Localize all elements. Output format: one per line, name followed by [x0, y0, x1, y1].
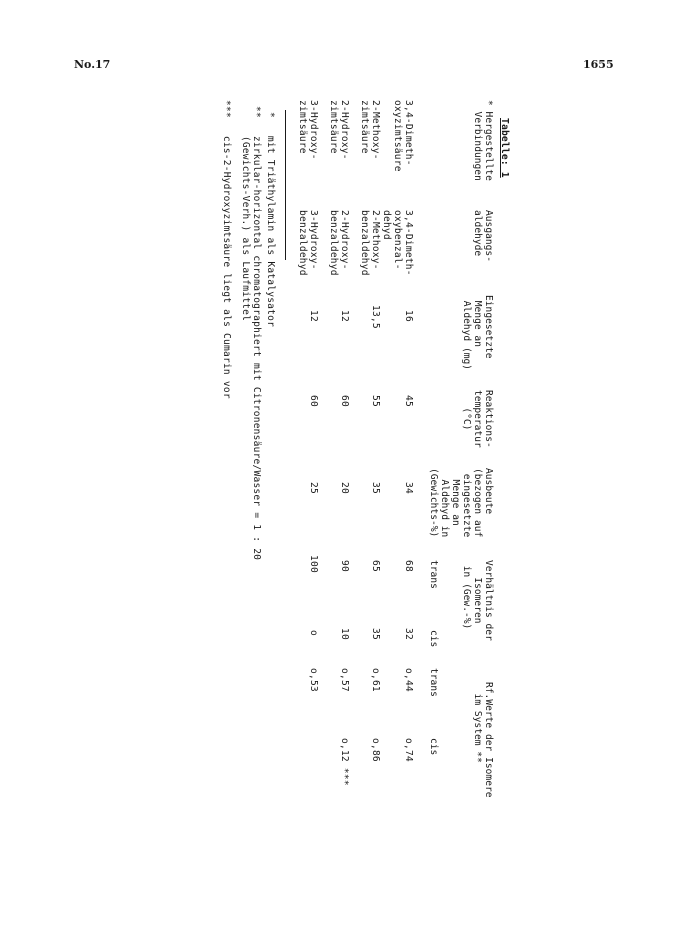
cell-compound: 3-Hydroxy- zimtsäure — [297, 100, 319, 160]
cell-trans: 100 — [308, 555, 319, 573]
cell-trans: 65 — [370, 560, 381, 572]
cell-compound: 2-Methoxy- zimtsäure — [359, 100, 381, 160]
cell-amount: 16 — [403, 310, 414, 322]
header-temp: Reaktions- temperatur (°C) — [461, 390, 494, 448]
cell-amount: 12 — [308, 310, 319, 322]
header-rf-cis: cis — [428, 738, 439, 756]
header-rf-trans: trans — [428, 668, 439, 697]
header-compound: * Hergestellte Verbindungen — [472, 100, 494, 181]
footnote-rule — [285, 110, 286, 260]
cell-cis: 35 — [370, 628, 381, 640]
header-rf: Rf.Werte der Isomere im System ** — [472, 682, 494, 798]
cell-temp: 45 — [403, 395, 414, 407]
footnote-3: *** cis-2-Hydroxyzimtsäure liegt als Cumarin vor — [221, 100, 232, 399]
cell-cis: o — [308, 630, 319, 636]
cell-rf-cis: o,86 — [370, 738, 381, 762]
header-ratio-trans: trans — [428, 560, 439, 589]
header-ratio: Verhältnis der Isomeren in (Gew.-%) — [461, 560, 494, 641]
cell-yield: 20 — [339, 482, 350, 494]
cell-rf-cis: o,74 — [403, 738, 414, 762]
cell-aldehyde: 2-Methoxy- benzaldehyd — [359, 210, 381, 276]
header-ratio-cis: cis — [428, 630, 439, 648]
cell-aldehyde: 2-Hydroxy- benzaldehyd — [328, 210, 350, 276]
cell-rf-trans: o,44 — [403, 668, 414, 692]
cell-temp: 60 — [308, 395, 319, 407]
cell-yield: 35 — [370, 482, 381, 494]
cell-rf-trans: o,57 — [339, 668, 350, 692]
header-amount: Eingesetzte Menge an Aldehyd (mg) — [461, 295, 494, 371]
cell-yield: 25 — [308, 482, 319, 494]
header-yield: Ausbeute (bezogen auf eingesetzte Menge an Aldehyd in (Gewichts-%) — [428, 468, 494, 538]
cell-rf-trans: o,61 — [370, 668, 381, 692]
cell-yield: 34 — [403, 482, 414, 494]
footnote-1: * mit Triäthylamin als Katalysator — [265, 100, 276, 328]
cell-compound: 2-Hydroxy- zimtsäure — [328, 100, 350, 160]
cell-amount: 12 — [339, 310, 350, 322]
table-title: Tabelle: 1 — [499, 118, 510, 178]
cell-temp: 60 — [339, 395, 350, 407]
cell-cis: 32 — [403, 628, 414, 640]
cell-aldehyde: 3,4-Dimeth- oxybenzal- dehyd — [381, 210, 414, 276]
cell-amount: 13,5 — [370, 305, 381, 329]
page-number: 1655 — [583, 58, 614, 71]
cell-temp: 55 — [370, 395, 381, 407]
cell-aldehyde: 3-Hydroxy- benzaldehyd — [297, 210, 319, 276]
cell-compound: 3,4-Dimeth- oxyzimtsäure — [392, 100, 414, 172]
cell-trans: 90 — [339, 560, 350, 572]
footnote-2: ** zirkular-horizontal chromatographiert mit Citronensäure/Wasser = 1 : 20 (Gewichts-Verh.) als Laufmittel — [240, 105, 262, 561]
cell-rf-cis: o,12 *** — [339, 738, 350, 786]
cell-rf-trans: o,53 — [308, 668, 319, 692]
journal-number: No.17 — [74, 58, 111, 71]
cell-cis: 10 — [339, 628, 350, 640]
cell-trans: 68 — [403, 560, 414, 572]
header-aldehyde: Ausgangs- aldehyde — [472, 210, 494, 262]
rotated-table — [192, 100, 512, 940]
